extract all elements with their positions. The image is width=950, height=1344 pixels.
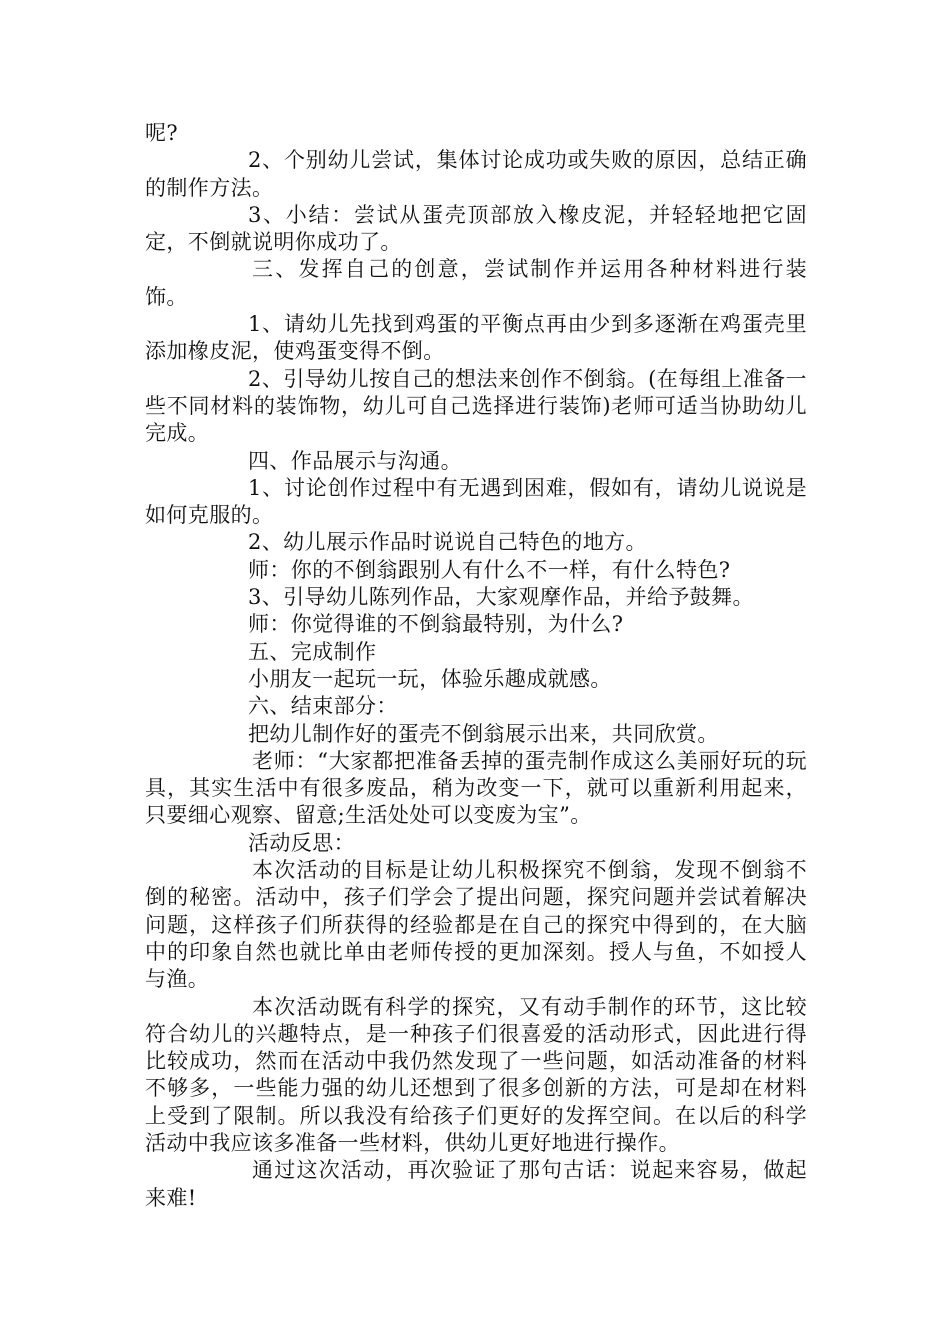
paragraph-section4-step-1: 1、讨论创作过程中有无遇到困难，假如有，请幼儿说说是如何克服的。	[145, 475, 807, 528]
paragraph-teacher-question-1: 师：你的不倒翁跟别人有什么不一样，有什么特色?	[248, 557, 731, 582]
paragraph-continuation: 呢?	[145, 121, 179, 145]
section-heading-reflection: 活动反思：	[248, 830, 355, 855]
paragraph-section3-step-2: 2、引导幼儿按自己的想法来创作不倒翁。(在每组上准备一些不同材料的装饰物，幼儿可自己选择进行装饰)老师可适当协助幼儿完成。	[145, 366, 807, 446]
section-heading-4: 四、作品展示与沟通。	[248, 448, 462, 473]
paragraph-reflection-1: 本次活动的目标是让幼儿积极探究不倒翁，发现不倒翁不倒的秘密。活动中，孩子们学会了提出问题，探究问题并尝试着解决问题，这样孩子们所获得的经验都是在自己的探究中得到的，在大脑中的印象自然也就比单由老师传授的更加深刻。授人与鱼，不如授人与渔。	[145, 858, 807, 992]
paragraph-reflection-2: 本次活动既有科学的探究，又有动手制作的环节，这比较符合幼儿的兴趣特点，是一种孩子们很喜爱的活动形式，因此进行得比较成功，然而在活动中我仍然发现了一些问题，如活动准备的材料不够多，一些能力强的幼儿还想到了很多创新的方法，可是却在材料上受到了限制。所以我没有给孩子们更好的发挥空间。在以后的科学活动中我应该多准备一些材料，供幼儿更好地进行操作。	[145, 994, 807, 1155]
paragraph-section5-text: 小朋友一起玩一玩，体验乐趣成就感。	[248, 666, 612, 691]
paragraph-step-3-summary: 3、小结：尝试从蛋壳顶部放入橡皮泥，并轻轻地把它固定，不倒就说明你成功了。	[145, 202, 807, 255]
paragraph-section4-step-2: 2、幼儿展示作品时说说自己特色的地方。	[248, 530, 647, 555]
paragraph-step-2: 2、个别幼儿尝试，集体讨论成功或失败的原因，总结正确的制作方法。	[145, 148, 807, 200]
paragraph-section6-text: 把幼儿制作好的蛋壳不倒翁展示出来，共同欣赏。	[248, 721, 719, 746]
paragraph-section3-step-1: 1、请幼儿先找到鸡蛋的平衡点再由少到多逐渐在鸡蛋壳里添加橡皮泥，使鸡蛋变得不倒。	[145, 312, 807, 364]
paragraph-reflection-3: 通过这次活动，再次验证了那句古话：说起来容易，做起来难!	[145, 1158, 807, 1210]
paragraph-section4-step-3: 3、引导幼儿陈列作品，大家观摩作品，并给予鼓舞。	[248, 585, 754, 610]
paragraph-teacher-question-2: 师：你觉得谁的不倒翁最特别，为什么?	[248, 612, 624, 637]
document-page	[145, 120, 807, 1212]
section-heading-5: 五、完成制作	[248, 639, 377, 664]
section-heading-6: 六、结束部分：	[248, 694, 398, 719]
paragraph-teacher-closing: 老师：“大家都把准备丢掉的蛋壳制作成这么美丽好玩的玩具，其实生活中有很多废品，稍为改变一下，就可以重新利用起来，只要细心观察、留意;生活处处可以变废为宝”。	[145, 748, 807, 828]
section-heading-3: 三、发挥自己的创意，尝试制作并运用各种材料进行装饰。	[145, 257, 807, 309]
